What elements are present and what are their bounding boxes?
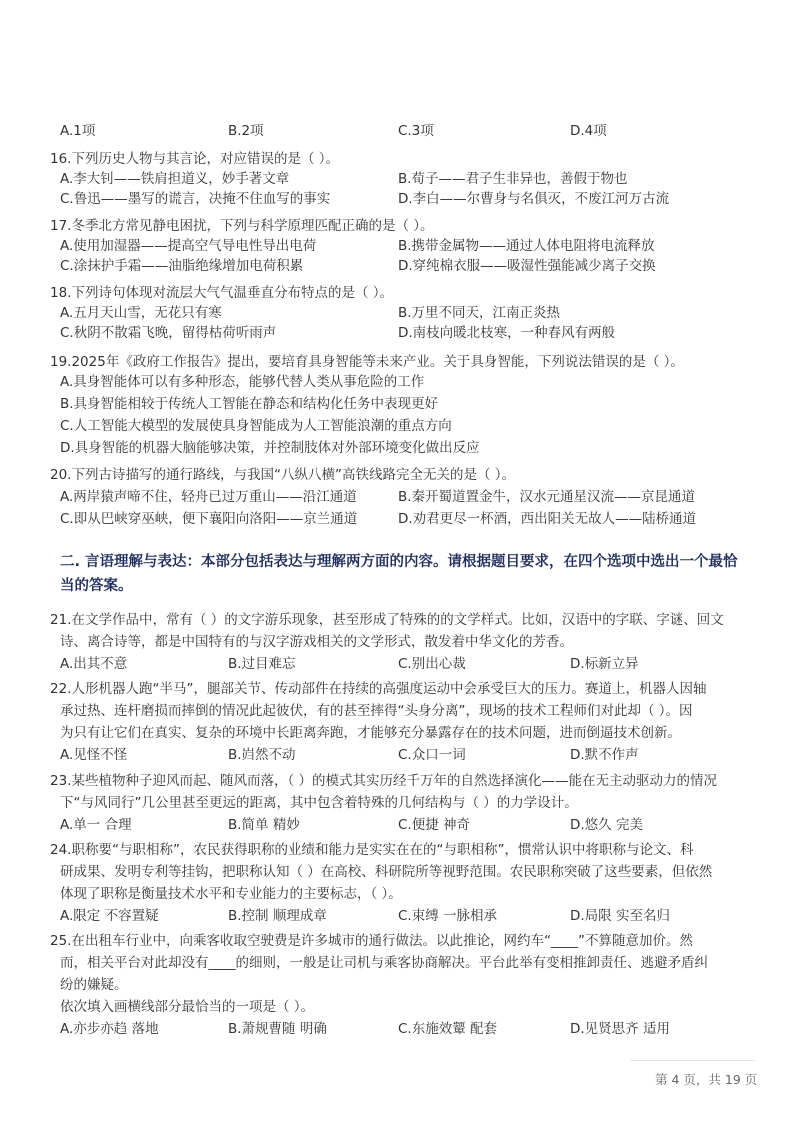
question-stem: 而，相关平台对此却没有____的细则，一般是让司机与乘客协商解决。平台此举有变相推卸责任、逃避矛盾纠 xyxy=(60,955,708,971)
option-item: C.即从巴峡穿巫峡，便下襄阳向洛阳——京兰通道 xyxy=(60,511,358,527)
section-heading: 二. 言语理解与表达：本部分包括表达与理解两方面的内容。请根据题目要求，在四个选项中选出一个最恰当的答案。 xyxy=(60,554,738,594)
option-item: B.过目难忘 xyxy=(228,656,296,672)
option-item: D.具身智能的机器大脑能够决策，并控制肢体对外部环境变化做出反应 xyxy=(60,440,480,456)
question-stem: 19.2025年《政府工作报告》提出，要培育具身智能等未来产业。关于具身智能，下列说法错误的是（ ）。 xyxy=(50,354,684,370)
option-item: D.穿纯棉衣服——吸湿性强能减少离子交换 xyxy=(398,258,656,274)
option-item: B.2项 xyxy=(228,123,264,139)
option-item: C.众口一词 xyxy=(398,747,466,763)
option-item: B.荀子——君子生非异也，善假于物也 xyxy=(398,171,628,187)
question-stem: 23.某些植物种子迎风而起、随风而落，（ ）的模式其实历经千万年的自然选择演化——能在无主动驱动力的情况 xyxy=(50,773,718,789)
question-stem: 24.职称要“与职相称”，农民获得职称的业绩和能力是实实在在的“与职相称”，惯常认识中将职称与论文、科 xyxy=(50,842,694,858)
option-item: B.萧规曹随 明确 xyxy=(228,1021,327,1037)
option-item: B.具身智能相较于传统人工智能在静态和结构化任务中表现更好 xyxy=(60,396,439,412)
question-stem: 下“与风同行”几公里甚至更远的距离，其中包含着特殊的几何结构与（ ）的力学设计。 xyxy=(60,795,578,811)
option-item: C.别出心裁 xyxy=(398,656,466,672)
question-stem: 诗、离合诗等，都是中国特有的与汉字游戏相关的文学形式，散发着中华文化的芳香。 xyxy=(60,634,573,650)
option-item: B.控制 顺理成章 xyxy=(228,908,327,924)
option-item: A.使用加湿器——提高空气导电性导出电荷 xyxy=(60,238,317,254)
option-item: D.见贤思齐 适用 xyxy=(570,1021,670,1037)
question-stem: 依次填入画横线部分最恰当的一项是（ ）。 xyxy=(60,999,315,1015)
footer-divider xyxy=(630,1060,756,1061)
option-item: A.亦步亦趋 落地 xyxy=(60,1021,159,1037)
question-stem: 18.下列诗句体现对流层大气气温垂直分布特点的是（ ）。 xyxy=(50,285,394,301)
option-item: B.简单 精妙 xyxy=(228,817,300,833)
option-item: A.两岸猿声啼不住，轻舟已过万重山——沿江通道 xyxy=(60,489,357,505)
option-item: C.东施效颦 配套 xyxy=(398,1021,498,1037)
option-item: C.人工智能大模型的发展使具身智能成为人工智能浪潮的重点方向 xyxy=(60,418,452,434)
option-item: D.南枝向暖北枝寒，一种春风有两般 xyxy=(398,325,616,341)
option-item: D.局限 实至名归 xyxy=(570,908,670,924)
option-item: D.劝君更尽一杯酒，西出阳关无故人——陆桥通道 xyxy=(398,511,697,527)
question-stem: 研成果、发明专利等挂钩，把职称认知（ ）在高校、科研院所等视野范围。农民职称突破了这些要素，但依然 xyxy=(60,864,713,880)
question-stem: 体现了职称是衡量技术水平和专业能力的主要标志，（ ）。 xyxy=(60,886,402,902)
option-item: C.鲁迅——墨写的谎言，决掩不住血写的事实 xyxy=(60,191,331,207)
option-item: A.单一 合理 xyxy=(60,817,132,833)
option-item: C.便捷 神奇 xyxy=(398,817,471,833)
option-item: B.秦开蜀道置金牛，汉水元通星汉流——京昆通道 xyxy=(398,489,696,505)
option-item: D.默不作声 xyxy=(570,747,639,763)
option-item: B.万里不同天，江南正炎热 xyxy=(398,305,561,321)
option-item: C.秋阴不散霜飞晚，留得枯荷听雨声 xyxy=(60,325,277,341)
option-item: A.见怪不怪 xyxy=(60,747,128,763)
option-item: A.具身智能体可以有多种形态，能够代替人类从事危险的工作 xyxy=(60,374,425,390)
question-stem: 25.在出租车行业中，向乘客收取空驶费是许多城市的通行做法。以此推论，网约车“____”不算随意加价。然 xyxy=(50,933,693,949)
option-item: A.限定 不容置疑 xyxy=(60,908,159,924)
question-stem: 16.下列历史人物与其言论，对应错误的是（ ）。 xyxy=(50,151,340,167)
option-item: C.束缚 一脉相承 xyxy=(398,908,498,924)
question-stem: 20.下列古诗描写的通行路线，与我国“八纵八横”高铁线路完全无关的是（ ）。 xyxy=(50,467,515,483)
option-item: D.悠久 完美 xyxy=(570,817,643,833)
question-stem: 22.人形机器人跑“半马”，腿部关节、传动部件在持续的高强度运动中会承受巨大的压力。赛道上，机器人因轴 xyxy=(50,681,707,697)
question-stem: 17.冬季北方常见静电困扰，下列与科学原理匹配正确的是（ ）。 xyxy=(50,218,434,234)
question-stem: 纷的嫌疑。 xyxy=(60,977,128,993)
question-stem: 为只有让它们在真实、复杂的环境中长距离奔跑，才能够充分暴露存在的技术问题，进而倒逼技术创新。 xyxy=(60,725,681,741)
option-item: B.携带金属物——通过人体电阻将电流释放 xyxy=(398,238,655,254)
question-stem: 承过热、连杆磨损而摔倒的情况此起彼伏，有的甚至摔得“头身分离”，现场的技术工程师们对此却（ ）。因 xyxy=(60,703,693,719)
option-item: B.岿然不动 xyxy=(228,747,296,763)
option-item: D.标新立异 xyxy=(570,656,639,672)
option-item: C.3项 xyxy=(398,123,434,139)
option-item: D.4项 xyxy=(570,123,607,139)
option-item: A.李大钊——铁肩担道义，妙手著文章 xyxy=(60,171,290,187)
option-item: A.1项 xyxy=(60,123,96,139)
option-item: A.出其不意 xyxy=(60,656,128,672)
option-item: C.涂抹护手霜——油脂绝缘增加电荷积累 xyxy=(60,258,304,274)
option-item: D.李白——尔曹身与名俱灭，不废江河万古流 xyxy=(398,191,670,207)
page-number: 第 4 页，共 19 页 xyxy=(655,1072,758,1087)
question-stem: 21.在文学作品中，常有（ ）的文字游乐现象，甚至形成了特殊的的文学样式。比如，汉语中的字联、字谜、回文 xyxy=(50,612,724,628)
option-item: A.五月天山雪，无花只有寒 xyxy=(60,305,222,321)
